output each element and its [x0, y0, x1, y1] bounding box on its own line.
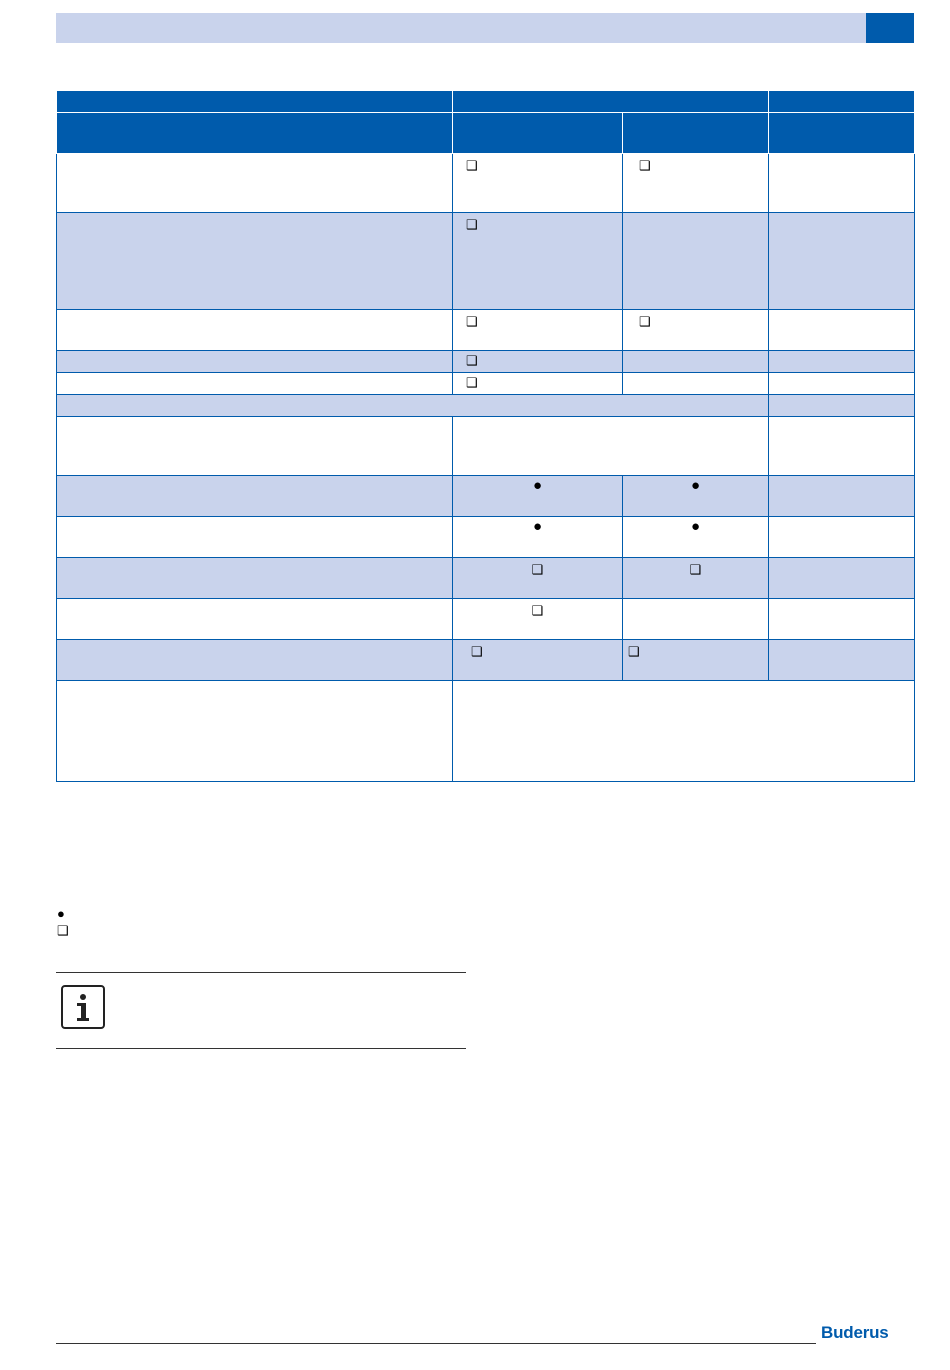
header-cell — [57, 113, 453, 154]
option-cell — [453, 213, 623, 310]
row-label-cell — [57, 213, 453, 310]
option-cell — [623, 640, 769, 681]
symbol-legend — [57, 905, 69, 939]
option-symbol: ❑ — [466, 375, 478, 390]
table-row — [57, 681, 915, 782]
table-row — [57, 310, 915, 351]
option-symbol: ❑ — [471, 644, 483, 659]
row-label-cell — [57, 599, 453, 640]
table-row — [57, 517, 915, 558]
section-cell — [57, 395, 769, 417]
header-cell — [769, 91, 915, 113]
table-cell — [769, 395, 915, 417]
table-cell — [769, 310, 915, 351]
table-row — [57, 640, 915, 681]
option-symbol: ❑ — [531, 562, 544, 577]
table-row — [57, 476, 915, 517]
table-row — [57, 558, 915, 599]
table-row — [57, 373, 915, 395]
row-label-cell — [57, 351, 453, 373]
row-label-cell — [57, 310, 453, 351]
table-cell — [769, 154, 915, 213]
table-subheader-row — [57, 113, 915, 154]
table-cell — [769, 213, 915, 310]
option-cell — [453, 373, 623, 395]
legend-standard: ● — [57, 906, 65, 921]
page-header-tab — [866, 13, 914, 43]
header-cell — [57, 91, 453, 113]
table-cell — [453, 417, 769, 476]
standard-symbol: ● — [532, 477, 543, 494]
option-cell — [623, 154, 769, 213]
info-icon — [61, 985, 105, 1029]
standard-symbol: ● — [690, 518, 701, 535]
standard-symbol: ● — [532, 518, 543, 535]
option-cell — [453, 154, 623, 213]
equipment-table — [56, 90, 914, 781]
table-cell — [623, 599, 769, 640]
table-header-row — [57, 91, 915, 113]
option-cell — [453, 640, 623, 681]
table-cell — [769, 599, 915, 640]
table-cell — [623, 213, 769, 310]
option-cell — [453, 310, 623, 351]
row-label-cell — [57, 681, 453, 782]
standard-symbol: ● — [690, 477, 701, 494]
page-header-bar — [56, 13, 866, 43]
table-cell — [769, 558, 915, 599]
brand-logo: Buderus — [821, 1323, 889, 1342]
info-note — [56, 972, 466, 1049]
row-label-cell — [57, 517, 453, 558]
row-label-cell — [57, 154, 453, 213]
header-cell — [453, 113, 623, 154]
table-cell — [769, 640, 915, 681]
option-cell — [623, 310, 769, 351]
table-row — [57, 213, 915, 310]
option-symbol: ❑ — [466, 314, 478, 329]
table-row — [57, 599, 915, 640]
table-cell — [769, 373, 915, 395]
row-label-cell — [57, 476, 453, 517]
standard-cell — [453, 476, 623, 517]
table-cell — [623, 351, 769, 373]
option-cell — [453, 351, 623, 373]
footer-rule — [56, 1343, 816, 1344]
table-cell — [769, 417, 915, 476]
legend-option: ❑ — [57, 923, 69, 938]
table-row — [57, 351, 915, 373]
table-cell — [769, 351, 915, 373]
row-label-cell — [57, 417, 453, 476]
option-symbol: ❑ — [466, 158, 478, 173]
option-cell — [623, 558, 769, 599]
note-cell — [453, 681, 915, 782]
row-label-cell — [57, 558, 453, 599]
header-cell — [623, 113, 769, 154]
header-cell — [769, 113, 915, 154]
standard-cell — [453, 517, 623, 558]
table-row — [57, 154, 915, 213]
option-cell — [453, 558, 623, 599]
row-label-cell — [57, 640, 453, 681]
option-symbol: ❑ — [531, 603, 544, 618]
table-cell — [623, 373, 769, 395]
option-symbol: ❑ — [466, 353, 478, 368]
table-cell — [769, 517, 915, 558]
option-symbol: ❑ — [628, 644, 640, 659]
option-symbol: ❑ — [466, 217, 478, 232]
row-label-cell — [57, 373, 453, 395]
header-cell — [453, 91, 769, 113]
option-symbol: ❑ — [689, 562, 702, 577]
option-cell — [453, 599, 623, 640]
table-cell — [769, 476, 915, 517]
standard-cell — [623, 517, 769, 558]
table-row — [57, 417, 915, 476]
option-symbol: ❑ — [639, 158, 651, 173]
section-row — [57, 395, 915, 417]
standard-cell — [623, 476, 769, 517]
option-symbol: ❑ — [639, 314, 651, 329]
